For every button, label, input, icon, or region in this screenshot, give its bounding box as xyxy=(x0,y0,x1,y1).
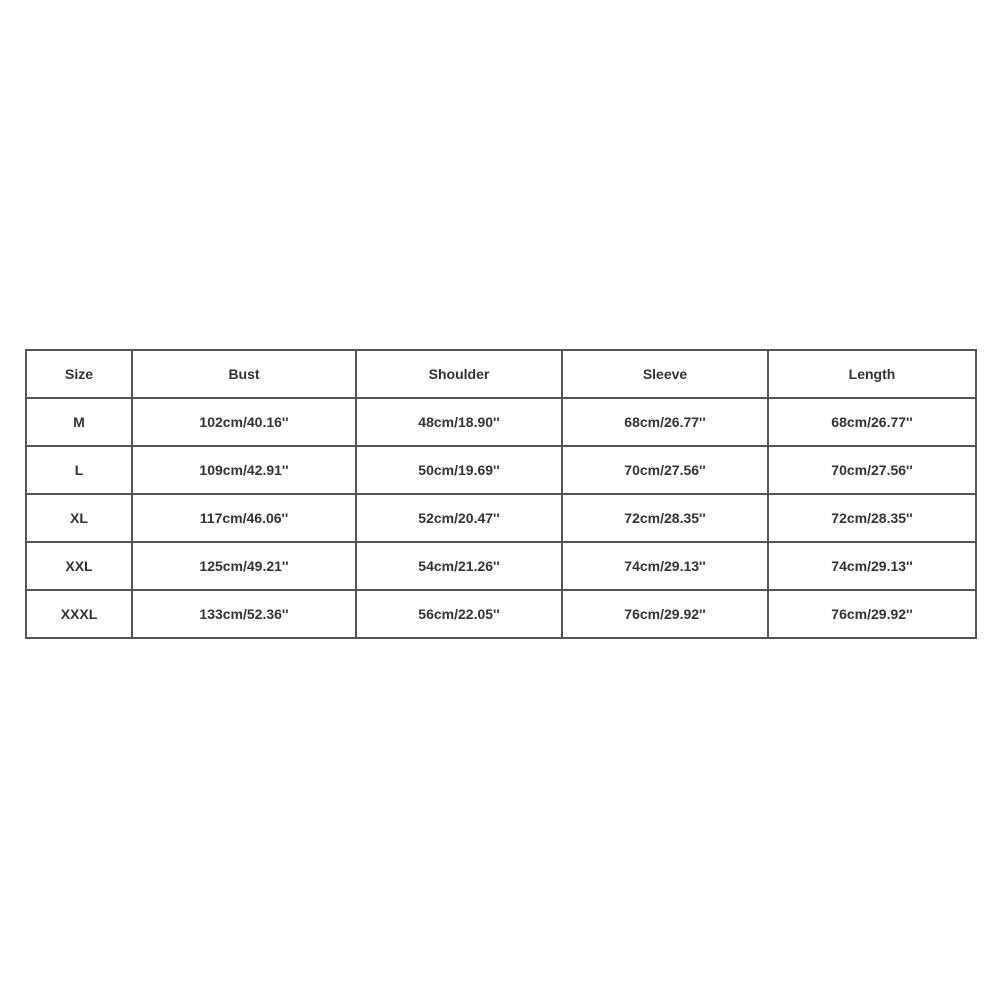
cell-sleeve: 70cm/27.56'' xyxy=(562,446,768,494)
cell-shoulder: 48cm/18.90'' xyxy=(356,398,562,446)
table-row xyxy=(26,494,976,542)
cell-bust: 117cm/46.06'' xyxy=(132,494,356,542)
cell-shoulder: 52cm/20.47'' xyxy=(356,494,562,542)
cell-bust: 133cm/52.36'' xyxy=(132,590,356,638)
cell-shoulder: 50cm/19.69'' xyxy=(356,446,562,494)
cell-size: M xyxy=(26,398,132,446)
cell-length: 72cm/28.35'' xyxy=(768,494,976,542)
cell-size: L xyxy=(26,446,132,494)
table-header-row xyxy=(26,350,976,398)
table-row xyxy=(26,542,976,590)
header-shoulder: Shoulder xyxy=(356,350,562,398)
header-size: Size xyxy=(26,350,132,398)
size-chart-table xyxy=(25,349,977,639)
table-row xyxy=(26,590,976,638)
cell-size: XL xyxy=(26,494,132,542)
cell-shoulder: 56cm/22.05'' xyxy=(356,590,562,638)
cell-bust: 125cm/49.21'' xyxy=(132,542,356,590)
cell-sleeve: 68cm/26.77'' xyxy=(562,398,768,446)
cell-size: XXXL xyxy=(26,590,132,638)
cell-length: 76cm/29.92'' xyxy=(768,590,976,638)
header-sleeve: Sleeve xyxy=(562,350,768,398)
header-bust: Bust xyxy=(132,350,356,398)
cell-sleeve: 72cm/28.35'' xyxy=(562,494,768,542)
cell-size: XXL xyxy=(26,542,132,590)
cell-bust: 102cm/40.16'' xyxy=(132,398,356,446)
cell-length: 68cm/26.77'' xyxy=(768,398,976,446)
cell-length: 74cm/29.13'' xyxy=(768,542,976,590)
cell-bust: 109cm/42.91'' xyxy=(132,446,356,494)
cell-sleeve: 74cm/29.13'' xyxy=(562,542,768,590)
header-length: Length xyxy=(768,350,976,398)
cell-shoulder: 54cm/21.26'' xyxy=(356,542,562,590)
cell-length: 70cm/27.56'' xyxy=(768,446,976,494)
table-row xyxy=(26,398,976,446)
cell-sleeve: 76cm/29.92'' xyxy=(562,590,768,638)
table-row xyxy=(26,446,976,494)
